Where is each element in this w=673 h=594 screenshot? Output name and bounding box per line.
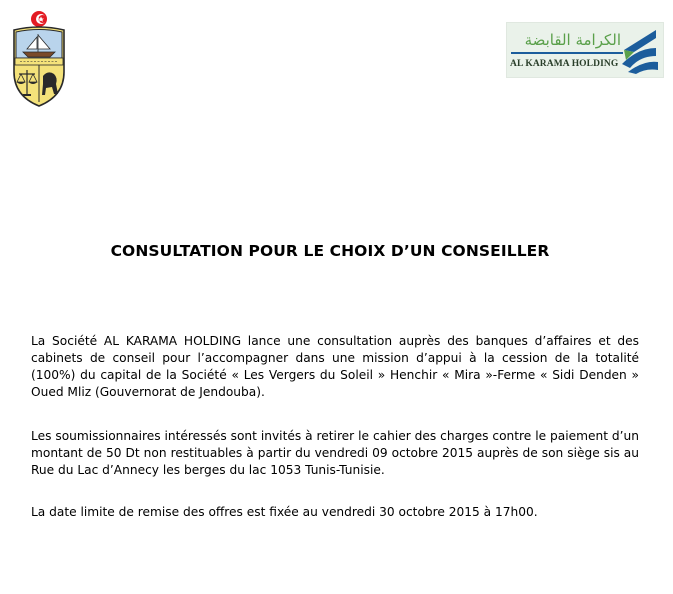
paragraph-text: Les soumissionnaires intéressés sont invités à retirer le cahier des charges contre le paiement d’un montant de 50 Dt non restituables à partir du vendredi 09 octobre 2015 auprès de son siège sis au Rue du Lac d’Annecy les berges du lac 1053 Tunis-Tunisie. — [31, 429, 639, 477]
paragraph-consultation — [31, 333, 639, 401]
karama-logo-mark-icon — [620, 26, 660, 74]
paragraph-date-limite — [31, 504, 639, 521]
paragraph-text: La Société AL KARAMA HOLDING lance une consultation auprès des banques d’affaires et des cabinets de conseil pour l’accompagner dans une mission d’appui à la cession de la totalité (100%) du capital de la Société « Les Vergers du Soleil » Henchir « Mira »-Ferme « Sidi Denden » Oued Mliz (Gouvernorat de Jendouba). — [31, 334, 639, 399]
tunisia-coat-of-arms-icon — [8, 10, 70, 110]
paragraph-text: La date limite de remise des offres est fixée au vendredi 30 octobre 2015 à 17h00. — [31, 505, 538, 519]
logo-arabic-text: الكرامة القابضة — [524, 31, 621, 49]
al-karama-holding-logo — [506, 22, 664, 78]
page-title: CONSULTATION POUR LE CHOIX D’UN CONSEILLER — [110, 242, 550, 260]
paragraph-cahier-des-charges — [31, 428, 639, 479]
logo-latin-text: AL KARAMA HOLDING — [510, 59, 619, 69]
logo-divider — [511, 52, 623, 54]
